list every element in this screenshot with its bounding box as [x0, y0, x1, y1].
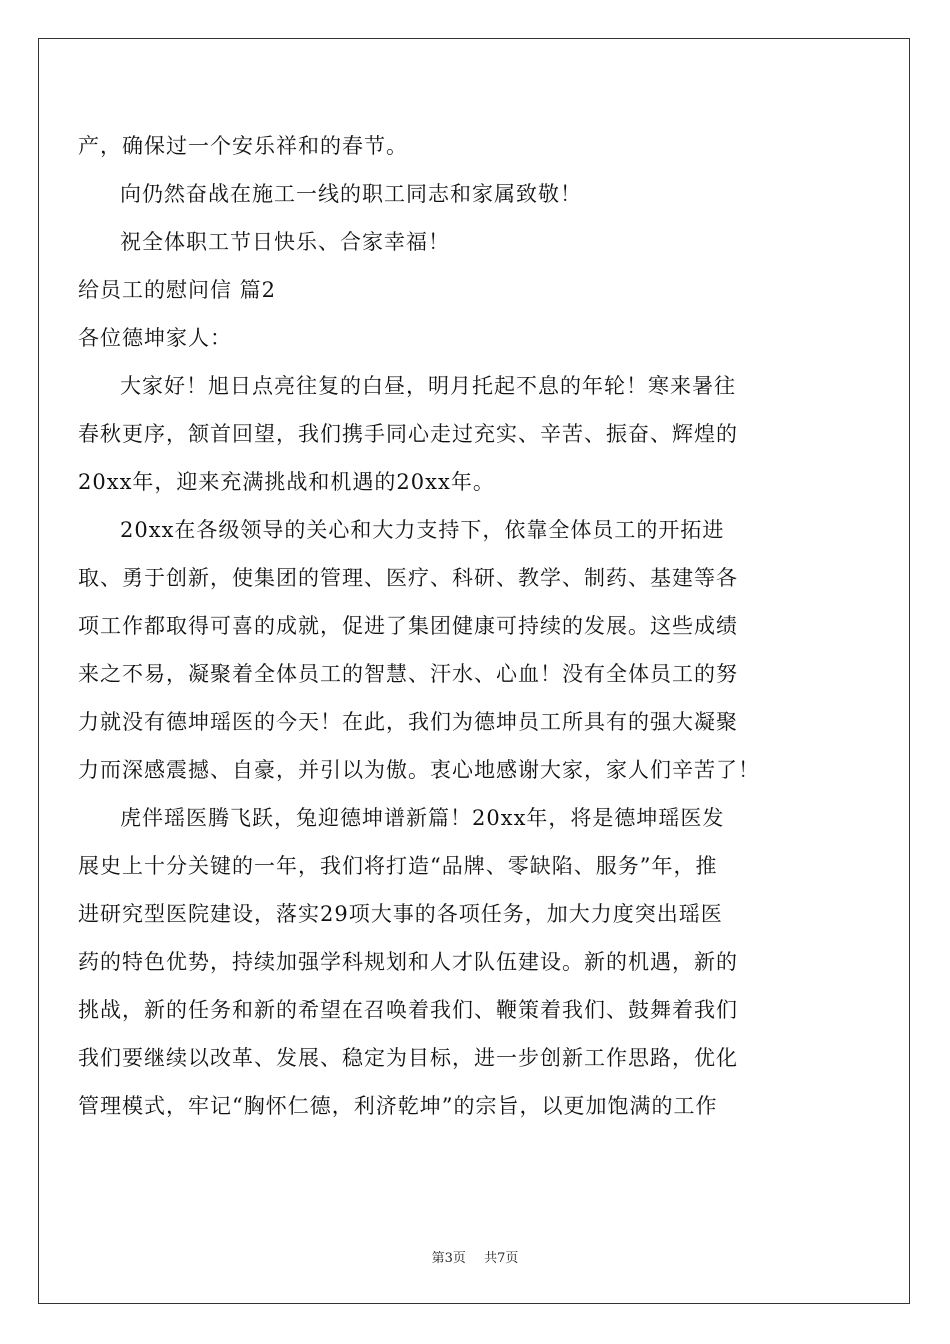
- text-line: 20xx在各级领导的关心和大力支持下，依靠全体员工的开拓进: [120, 518, 725, 542]
- text-line: 春秋更序，颔首回望，我们携手同心走过充实、辛苦、振奋、辉煌的: [78, 422, 738, 446]
- document-body: [78, 122, 838, 1130]
- text-line: 展史上十分关键的一年，我们将打造“品牌、零缺陷、服务”年，推: [78, 854, 718, 878]
- text-line: 产，确保过一个安乐祥和的春节。: [78, 134, 408, 158]
- text-line: 药的特色优势，持续加强学科规划和人才队伍建设。新的机遇，新的: [78, 950, 738, 974]
- text-line: 向仍然奋战在施工一线的职工同志和家属致敬！: [120, 182, 582, 206]
- text-line: 取、勇于创新，使集团的管理、医疗、科研、教学、制药、基建等各: [78, 566, 738, 590]
- text-line: 项工作都取得可喜的成就，促进了集团健康可持续的发展。这些成绩: [78, 614, 738, 638]
- text-line: 我们要继续以改革、发展、稳定为目标，进一步创新工作思路，优化: [78, 1046, 738, 1070]
- text-line: 力而深感震撼、自豪，并引以为傲。衷心地感谢大家，家人们辛苦了！: [78, 758, 760, 782]
- section-heading: 给员工的慰问信 篇2: [78, 278, 277, 302]
- text-line: 管理模式，牢记“胸怀仁德，利济乾坤”的宗旨，以更加饱满的工作: [78, 1094, 718, 1118]
- text-line: 挑战，新的任务和新的希望在召唤着我们、鞭策着我们、鼓舞着我们: [78, 998, 738, 1022]
- text-line: 力就没有德坤瑶医的今天！在此，我们为德坤员工所具有的强大凝聚: [78, 710, 738, 734]
- text-line: 祝全体职工节日快乐、合家幸福！: [120, 230, 450, 254]
- text-line: 来之不易，凝聚着全体员工的智慧、汗水、心血！没有全体员工的努: [78, 662, 738, 686]
- page-footer: [0, 1247, 950, 1266]
- page-number: 第3页: [431, 1251, 466, 1266]
- text-line: 进研究型医院建设，落实29项大事的各项任务，加大力度突出瑶医: [78, 902, 723, 926]
- text-line: 大家好！旭日点亮往复的白昼，明月托起不息的年轮！寒来暑往: [120, 374, 736, 398]
- text-line: 虎伴瑶医腾飞跃，兔迎德坤谱新篇！20xx年，将是德坤瑶医发: [120, 806, 725, 830]
- text-line: 20xx年，迎来充满挑战和机遇的20xx年。: [78, 470, 495, 494]
- page-total: 共7页: [484, 1251, 519, 1266]
- salutation: 各位德坤家人：: [78, 326, 232, 350]
